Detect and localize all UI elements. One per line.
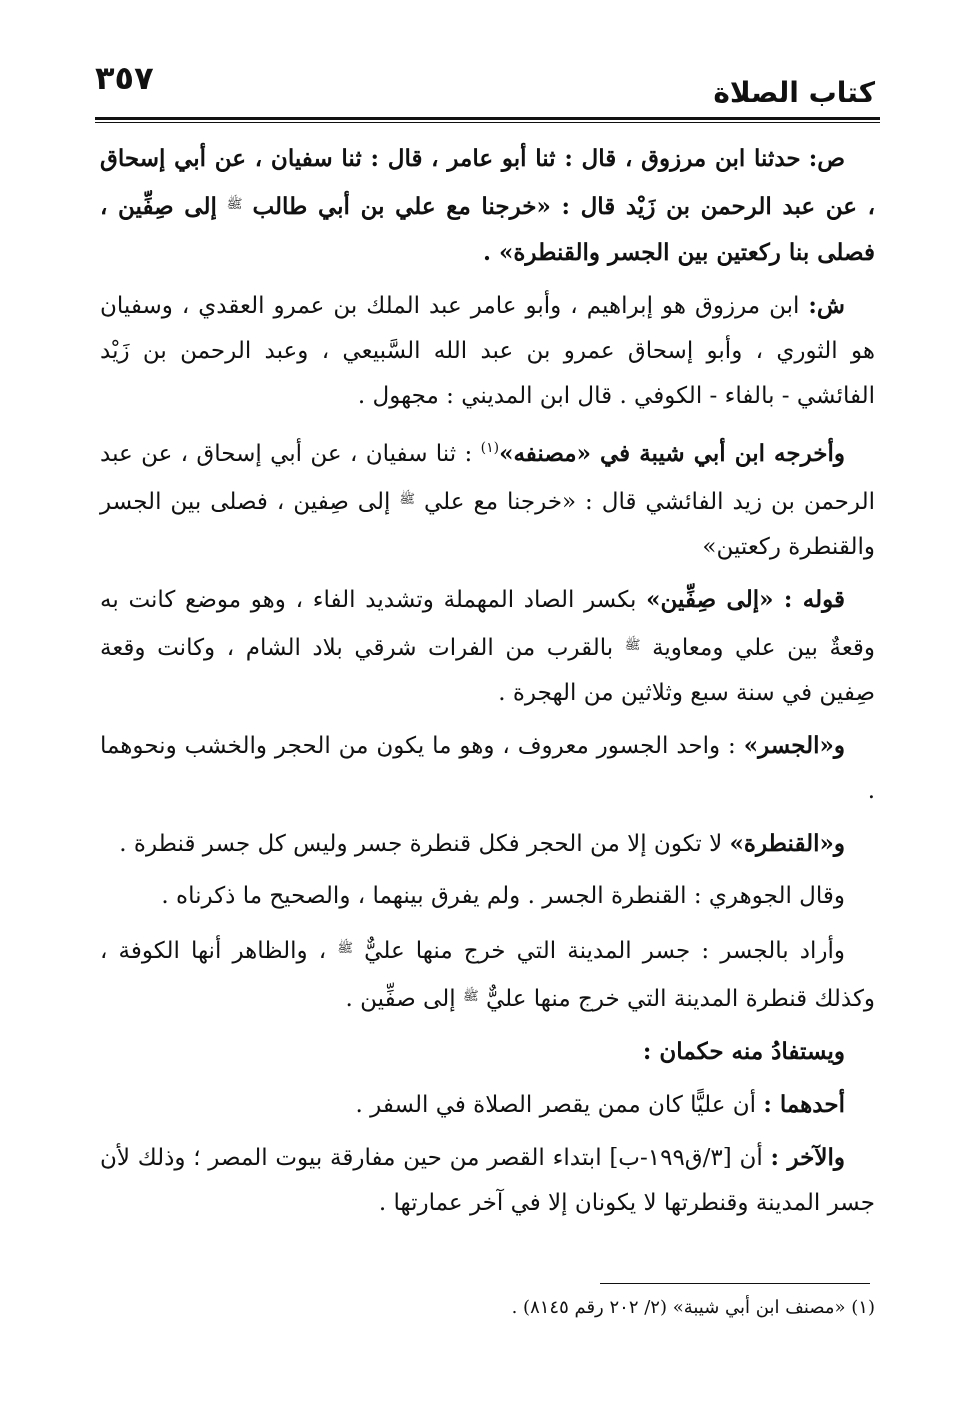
paragraph-rulings-heading [100,1029,875,1075]
footnote-rule [600,1283,870,1284]
paragraph-text: : ثنا سفيان ، عن أبي إسحاق ، عن عبد الرحمن بن زيد الفائشي قال : «خرجنا مع علي [100,441,875,515]
paragraph-qantara [100,821,875,867]
paragraph-text: ابن مرزوق هو إبراهيم ، وأبو عامر عبد الملك بن عمرو العقدي ، وسفيان هو الثوري ، وأبو إسحاق عمرو بن عبد الله السَّبيعي ، وعبد الرحمن بن زَيْد الفائشي - بالفاء - الكوفي . قال ابن المديني : مجهول . [100,293,875,409]
paragraph-ruling-one [100,1082,875,1128]
paragraph-lead: أحدهما : [763,1091,845,1118]
honorific-mark: ﷺ [337,941,354,956]
paragraph-text: : واحد الجسور معروف ، وهو ما يكون من الحجر والخشب ونحوهما . [100,733,875,804]
paragraph-text: وقال الجوهري : القنطرة الجسر . ولم يفرق بينهما ، والصحيح ما ذكرناه . [161,883,845,909]
paragraph-text: حدثنا ابن مرزوق ، قال : ثنا أبو عامر ، قال : ثنا سفيان ، عن أبي إسحاق ، عن عبد الرحمن بن زَيْد قال : «خرجنا مع علي بن أبي طالب [100,145,876,220]
paragraph-text: إلى صِفين ، فصلى بين الجسر والقنطرة ركعتين» [100,489,875,560]
paragraph-lead: وأخرجه ابن أبي شيبة في «مصنفه» [499,440,846,467]
body-text [100,136,875,1233]
honorific-mark: ﷺ [624,638,641,653]
paragraph-lead: قوله : «إلى صِفِّين» [646,586,845,613]
paragraph-text: بالقرب من الفرات شرقي بلاد الشام ، وكانت وقعة صِفين في سنة سبع وثلاثين من الهجرة . [100,635,875,706]
paragraph-hadith [100,136,875,276]
footnote-reference: (١) [480,440,500,456]
paragraph-text: ، والظاهر أنها الكوفة ، وكذلك قنطرة المدينة التي خرج منها عليٌّ [100,938,875,1012]
paragraph-madina [100,926,875,1022]
paragraph-commentary [100,283,875,419]
page-header [95,60,875,118]
paragraph-lead: ش: [808,292,845,319]
page-number: ٣٥٧ [95,59,154,97]
paragraph-lead: والآخر : [770,1144,845,1171]
paragraph-jawhari [100,874,875,919]
footnote: (١) «مصنف ابن أبي شيبة» (٢/ ٢٠٢ رقم ٨١٤٥) . [511,1297,875,1318]
honorific-mark: ﷺ [226,197,243,212]
paragraph-text: إلى صِفِّين ، فصلى بنا ركعتين بين الجسر والقنطرة» . [100,193,875,266]
paragraph-lead: ويستفادُ منه حكمان : [642,1038,845,1065]
paragraph-lead: و«الجسر» [743,732,845,759]
paragraph-takhrij [100,426,875,570]
paragraph-text: لا تكون إلا من الحجر فكل قنطرة جسر وليس كل جسر قنطرة . [119,831,723,857]
running-head: كتاب الصلاة [713,76,875,109]
header-rule-thick [95,117,880,120]
paragraph-jisr [100,723,875,814]
honorific-mark: ﷺ [399,492,416,507]
honorific-mark: ﷺ [462,989,479,1004]
paragraph-text: بكسر الصاد المهملة وتشديد الفاء ، وهو موضع كانت به وقعةٌ بين علي ومعاوية [100,587,876,661]
paragraph-ruling-two [100,1135,875,1226]
paragraph-text: أن عليًّا كان ممن يقصر الصلاة في السفر . [355,1092,757,1118]
paragraph-text: أن [٣/ق١٩٩-ب] ابتداء القصر من حين مفارقة بيوت المصر ؛ وذلك لأن جسر المدينة وقنطرتها لا يكونان إلا في آخر عمارتها . [100,1145,875,1216]
paragraph-lead: و«القنطرة» [729,830,845,857]
paragraph-siffin [100,577,875,716]
header-rule-thin [95,122,880,123]
paragraph-lead: ص: [808,145,845,172]
paragraph-text: وأراد بالجسر : جسر المدينة التي خرج منها عليٌّ [364,938,846,964]
paragraph-text: إلى صفِّين . [345,986,456,1012]
